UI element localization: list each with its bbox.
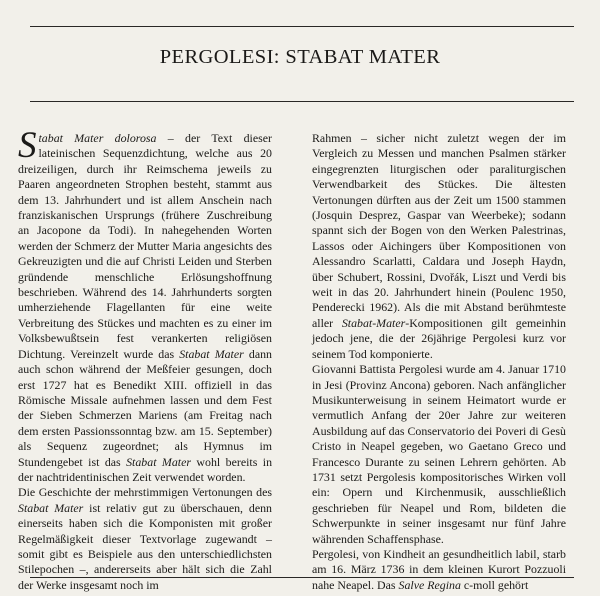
text-run: Giovanni Battista Pergolesi wurde am 4. Januar 1710 in Jesi (Provinz Ancona) geboren. Nach anfänglicher Musikunterweisung in seinem Heimatort wurde er vermutlich Anfang der 20er Jahre zur weiteren Ausbildung auf das Conservatorio dei Poveri di Gesù Cristo in Neapel gegeben, wo Gaetano Greco und Francesco Durante zu seinen Lehrern gehörten. Ab 1731 setzt Pergolesis kompositorisches Wirken voll ein: Opern und Kirchenmusik, ausschließlich geschrieben für Neapel und Rom, bildeten die Schwerpunkte in seiner insgesamt nur fünf Jahre währenden Schaffensphase. <box>312 362 566 546</box>
text-run: ist relativ gut zu überschauen, denn einerseits haben sich die Komponisten mit großer Regelmäßigkeit dieser Textvorlage zugewandt – somit gibt es Beispiele aus den unterschiedlichsten Stilepochen –, andererseits aber hält sich die Zahl der Werke insgesamt noch im <box>18 500 272 592</box>
text-run: Die Geschichte der mehrstimmigen Vertonungen des <box>18 485 272 500</box>
title-rule <box>30 101 574 102</box>
italic-text: Salve Regina <box>398 577 461 592</box>
drop-cap: S <box>18 125 37 166</box>
text-run: dann auch schon während der Meßfeier gesungen, doch erst 1727 hat es Benedikt XIII. offiziell in das Römische Missale aufnehmen lassen und dem Fest der Sieben Schmerzen Mariens (am Freitag nach dem ersten Passionssonntag bzw. am 15. September) als Sequenz zugeordnet; als Hymnus im Stundengebet ist das <box>18 346 272 469</box>
text-run: Pergolesi, von Kindheit an gesundheitlich labil, starb am 16. März 1736 in dem kleinen Kurort Pozzuoli nahe Neapel. Das <box>312 546 566 592</box>
bottom-rule <box>30 577 574 578</box>
top-rule <box>30 26 574 27</box>
paragraph <box>312 131 566 362</box>
page-title: PERGOLESI: STABAT MATER <box>159 46 441 68</box>
left-column <box>18 125 273 593</box>
right-column <box>312 131 566 593</box>
italic-text: Stabat Mater <box>179 346 244 361</box>
paragraph <box>312 547 566 593</box>
paragraph <box>18 125 273 485</box>
italic-text: Stabat Mater <box>18 500 84 515</box>
italic-text: Stabat Mater <box>126 454 191 469</box>
italic-text: Stabat-Mater <box>341 315 406 330</box>
text-run: c-moll gehört <box>460 577 529 592</box>
text-run: Rahmen – sicher nicht zuletzt wegen der im Vergleich zu Messen und manchen Psalmen stärker eingegrenzten liturgischen oder paraliturgischen Verwendbarkeit des Stückes. Die ältesten Vertonungen dürften aus der Zeit um 1500 stammen (Josquin Desprez, Gaspar van Weerbeke); sodann spannt sich der Bogen von den Werken Palestrinas, Lassos oder Aichingers über Kompositionen von Alessandro Scarlatti, Caldara und Joseph Haydn, über Schubert, Rossini, Dvořák, Liszt und Verdi bis weit in das 20. Jahrhundert hinein (Poulenc 1950, Penderecki 1962). Als die mit Abstand berühmteste aller <box>312 131 566 330</box>
italic-text: tabat Mater dolorosa <box>38 131 157 145</box>
text-run: wohl bereits in der nachtridentinischen Zeit verwendet worden. <box>18 454 273 484</box>
text-run: -Kompositionen gilt gemeinhin jedoch jene, die der 26jährige Pergolesi kurz vor seinem Tod komponierte. <box>312 315 566 361</box>
paragraph <box>312 362 566 547</box>
text-run: – der Text dieser lateinischen Sequenzdichtung, welche aus 20 dreizeiligen, durch ihr Reimschema jeweils zu Paaren angeordneten Strophen besteht, stammt aus dem 13. Jahrhundert und ist allem Anschein nach franziskanischen Ursprungs (frühere Zuschreibung an Jacopone da Todi). In nahegehenden Worten werden der Schmerz der Mutter Maria angesichts des Gekreuzigten und die auf Christi Leiden und Sterben gründende menschliche Erlösungshoffnung beschrieben. Während des 14. Jahrhunderts sorgten umherziehende Flagellanten für eine weite Verbreitung des Stückes und machten es zu einer im Volksbewußtsein fest verankerten religiösen Dichtung. Vereinzelt wurde das <box>18 131 273 361</box>
